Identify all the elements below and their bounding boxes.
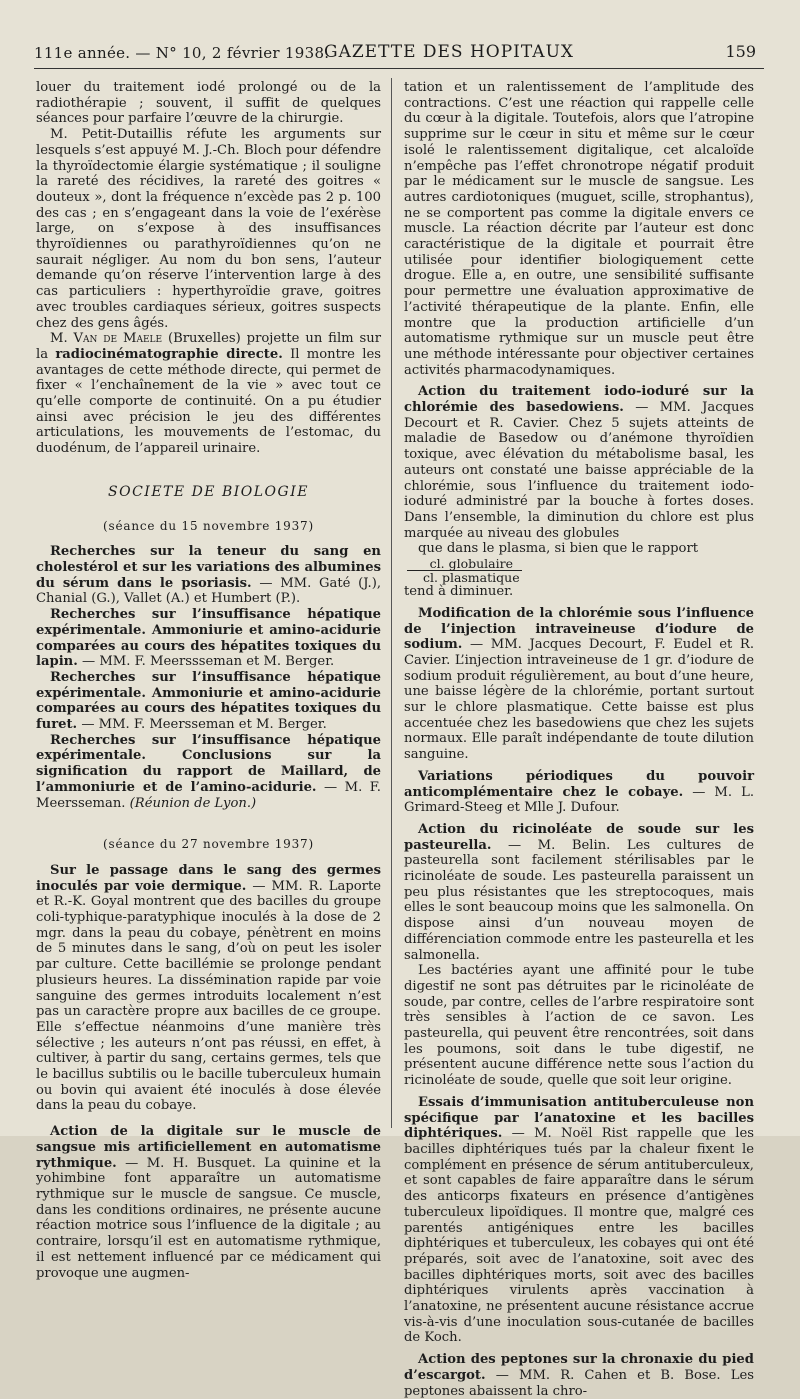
- section-heading: SOCIETE DE BIOLOGIE: [108, 483, 309, 500]
- entry-title: Modification de la chlorémie sous l’influence de l’injection intraveineuse d’iodure de sodium.: [404, 605, 754, 653]
- entry-title: Essais d’immunisation antituberculeuse non spécifique par l’anatoxine et les bacilles diphtériques.: [404, 1094, 754, 1142]
- entry: [36, 607, 381, 670]
- entry-title: Sur le passage dans le sang des germes inoculés par voie dermique.: [36, 862, 381, 894]
- entry: [404, 1095, 754, 1346]
- entry-text: — MM. Jacques Decourt, F. Eudel et R. Cavier. L’injection intraveineuse de 1 gr. d’iodure de sodium produit régulièrement, au bout d’une heure, une baisse légère de la chlorémie, portant surtout sur le chlore plasmatique. Cette baisse est plus accentuée chez les basedowiens que chez les sujets normaux. Elle paraît indépendante de toute dilution sanguine.: [404, 637, 754, 763]
- ratio-denominator: cl. plasmatique: [423, 570, 520, 586]
- entry-authors: — MM. F. Meerssseman et M. Berger.: [77, 654, 335, 670]
- entry-title: Action du traitement iodo-ioduré sur la chlorémie des basedowiens.: [404, 384, 754, 416]
- entry-authors: — M. F. Meersseman.: [36, 779, 381, 811]
- topic-title: radiocinématographie directe.: [55, 346, 283, 362]
- entry-text: — M. H. Busquet. La quinine et la yohimbine font apparaître un automatisme rythmique sur le muscle de sangsue. Ce muscle, dans les conditions ordinaires, ne présente aucune réaction motrice sous l’influence de la digitale ; au contraire, lorsqu’il est en automatisme rythmique, il est nettement influencé par ce médicament qui provoque une augmen-: [36, 1155, 381, 1281]
- session-date: (séance du 15 novembre 1937): [103, 518, 314, 533]
- entry: [404, 606, 754, 763]
- entry-text: — MM. R. Laporte et R.-K. Goyal montrent que des bacilles du groupe coli-typhique-paratyphique inoculés à la dose de 2 mgr. dans la peau du cobaye, pénètrent en moins de 5 minutes dans le sang, d’où on peut les isoler par culture. Cette bacillémie se prolonge pendant plusieurs heures. La dissémination rapide par voie sanguine des germes introduits localement n’est pas un caractère propre aux bacilles de ce groupe. Elle s’effectue néanmoins d’une manière très sélective ; les auteurs n’ont pas réussi, en effet, à cultiver, à partir du sang, certains germes, tels que le bacillus subtilis ou le bacille tuberculeux humain ou bovin qui avaient été inoculés à dose élevée dans la peau du cobaye.: [36, 878, 382, 1114]
- left-column: [36, 80, 381, 1281]
- ratio-fraction: [407, 557, 522, 584]
- entry-title: Recherches sur l’insuffisance hépatique expérimentale. Ammoniurie et amino-acidurie comparées au cours des hépatites toxiques du lapin.: [36, 607, 381, 670]
- paragraph: Les bactéries ayant une affinité pour le tube digestif ne sont pas détruites par le ricinoléate de soude, par contre, celles de l’arbre respiratoire sont très sensibles à l’action de ce savon. Les pasteurella, qui peuvent être rencontrées, soit dans les poumons, soit dans le tube digestif, ne présentent aucune différence nette sous l’action du ricinoléate de soude, quelle que soit leur origine.: [404, 963, 754, 1089]
- entry-title: Action des peptones sur la chronaxie du pied d’escargot.: [404, 1352, 754, 1383]
- entry: [404, 769, 754, 816]
- entry-text: — MM. R. Cahen et B. Bose. Les peptones abaissent la chro-: [404, 1367, 754, 1399]
- entry: [404, 1352, 754, 1399]
- entry-authors: — M. L. Grimard-Steeg et Mlle J. Dufour.: [404, 784, 754, 816]
- session-date: (séance du 27 novembre 1937): [103, 837, 314, 852]
- ratio-line: [404, 541, 754, 584]
- right-column: [404, 80, 754, 1399]
- entry-title: Action de la digitale sur le muscle de sangsue mis artificiellement en automatisme rythmique.: [36, 1124, 381, 1171]
- paragraph: [36, 331, 381, 457]
- entry-text: — M. Belin. Les cultures de pasteurella sont facilement stérilisables par le ricinoléate de soude. Les pasteurella paraissent un peu plus résistantes que les streptocoques, mais elles le sont beaucoup moins que les salmonella. On dispose ainsi d’un nouveau moyen de différenciation commode entre les pasteurella et les salmonella.: [404, 837, 754, 963]
- entry-title: Recherches sur l’insuffisance hépatique expérimentale. Conclusions sur la signification du rapport de Maillard, de l’ammoniurie et de l’amino-acidurie.: [36, 732, 381, 795]
- ratio-lead: que dans le plasma, si bien que le rapport: [418, 541, 699, 557]
- entry-title: Variations périodiques du pouvoir anticomplémentaire chez le cobaye.: [404, 768, 754, 800]
- journal-title: GAZETTE DES HOPITAUX: [324, 42, 575, 62]
- header-rule: [34, 68, 764, 69]
- entry: [36, 733, 381, 812]
- entry: [36, 544, 381, 607]
- entry: [36, 1124, 381, 1281]
- paragraph: M. Petit-Dutaillis réfute les arguments sur lesquels s’est appuyé M. J.-Ch. Bloch pour défendre la thyroïdectomie élargie systématique ; il souligne la rareté des récidives, la rareté des goitres « douteux », dont la fréquence n’excède pas 2 p. 100 des cas ; en s’engageant dans la voie de l’exérèse large, on s’expose à des insuffisances thyroïdiennes ou parathyroïdiennes qu’on ne saurait négliger. Au nom du bon sens, l’auteur demande qu’on réserve l’intervention large à des cas particuliers : hyperthyroïdie grave, goitres avec troubles cardiaques sérieux, goitres suspects chez des gens âgés.: [36, 127, 381, 331]
- paragraph-text: Il montre les avantages de cette méthode directe, qui permet de fixer « l’enchaînement de la vie » avec tout ce qu’elle comporte de continuité. On a pu étudier ainsi avec précision le jeu des différentes articulations, les mouvements de l’estomac, du duodénum, de l’appareil urinaire.: [36, 346, 381, 457]
- entry-title: Action du ricinoléate de soude sur les pasteurella.: [404, 821, 754, 853]
- page-number: 159: [725, 42, 756, 61]
- issue-info: 111e année. — N° 10, 2 février 1938.: [34, 44, 330, 62]
- entry: [404, 822, 754, 963]
- author-location: (Bruxelles) projette un film sur la: [36, 331, 381, 362]
- entry-source: (Réunion de Lyon.): [125, 795, 257, 811]
- ratio-conclusion: tend à diminuer.: [404, 584, 514, 600]
- paragraph: louer du traitement iodé prolongé ou de la radiothérapie ; souvent, il suffit de quelques séances pour parfaire l’œuvre de la chirurgie.: [36, 80, 381, 127]
- entry-authors: — MM. Gaté (J.), Chanial (G.), Vallet (A.) et Humbert (P.).: [36, 575, 381, 607]
- running-header: [34, 42, 764, 68]
- entry-title: Recherches sur la teneur du sang en cholestérol et sur les variations des albumines du sérum dans le psoriasis.: [36, 544, 381, 591]
- author-name: M. Van de Maele: [50, 331, 163, 347]
- column-divider: [391, 78, 392, 1128]
- entry-authors: — MM. F. Meersseman et M. Berger.: [77, 717, 327, 733]
- ratio-numerator: cl. globulaire: [407, 557, 522, 571]
- entry-text: — M. Noël Rist rappelle que les bacilles diphtériques tués par la chaleur fixent le complément en présence de sérum antituberculeux, et sont capables de faire apparaître dans le sérum des anticorps fixateurs en présence d’antigènes tuberculeux lipoïdiques. Il montre que, malgré ces parentés antigéniques entre les bacilles diphtériques et tuberculeux, les cobayes qui ont été préparés, soit avec de l’anatoxine, soit avec des bacilles diphtériques morts, soit avec des bacilles diphtériques virulents après vaccination à l’anatoxine, ne présentent aucune résistance accrue vis-à-vis d’une inoculation sous-cutanée de bacilles de Koch.: [404, 1126, 754, 1346]
- entry: [404, 384, 754, 541]
- entry: [36, 670, 381, 733]
- entry-title: Recherches sur l’insuffisance hépatique expérimentale. Ammoniurie et amino-acidurie comparées au cours des hépatites toxiques du furet.: [36, 669, 381, 733]
- paragraph: tation et un ralentissement de l’amplitude des contractions. C’est une réaction qui rappelle celle du cœur à la digitale. Toutefois, alors que l’atropine supprime sur le cœur in situ et même sur le cœur isolé le ralentissement digitalique, cet alcaloïde n’empêche pas l’effet chronotrope négatif produit par le médicament sur le muscle de sangsue. Les autres cardiotoniques (muguet, scille, strophantus), ne se comportent pas comme la digitale envers ce muscle. La réaction décrite par l’auteur est donc caractéristique de la digitale et pourrait être utilisée pour identifier biologiquement cette drogue. Elle a, en outre, une sensibilité suffisante pour permettre une évaluation approximative de l’activité thérapeutique de la plante. Enfin, elle montre que la production artificielle d’un automatisme rythmique sur un muscle peut être une méthode intéressante pour objectiver certaines activités pharmacodynamiques.: [404, 80, 754, 378]
- entry: [36, 863, 381, 1114]
- entry-text: — MM. Jacques Decourt et R. Cavier. Chez 5 sujets atteints de maladie de Basedow ou d’anémone thyroïdien toxique, avec élévation du métabolisme basal, les auteurs ont constaté une baisse appréciable de la chlorémie, sous l’influence du traitement iodo-ioduré administré par la bouche à fortes doses. Dans l’ensemble, la diminution du chlore est plus marquée au niveau des globules: [404, 400, 754, 541]
